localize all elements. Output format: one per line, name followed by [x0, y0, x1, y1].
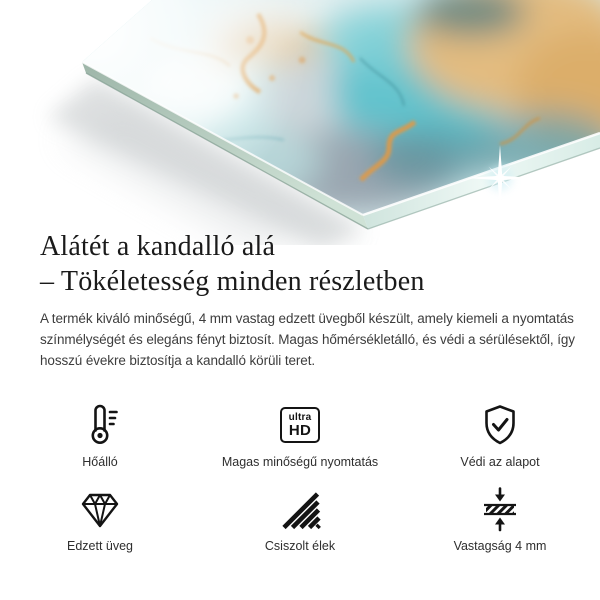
feature-label: Vastagság 4 mm — [453, 539, 547, 553]
description-line: hosszú évekre biztosítja a kandalló körüli teret. — [40, 353, 315, 368]
feature-label: Védi az alapot — [460, 455, 540, 469]
ultra-hd-badge-bottom: HD — [288, 421, 312, 439]
glass-panel-illustration — [0, 0, 600, 245]
diamond-icon — [77, 486, 123, 532]
ultra-hd-badge-top: ultra — [288, 411, 312, 423]
thickness-icon — [477, 486, 523, 532]
description-line: A termék kiváló minőségű, 4 mm vastag edzett üvegből készült, amely kiemeli a nyomtatás — [40, 311, 574, 326]
feature-tempered-glass — [0, 486, 200, 554]
feature-ultra-hd-print — [200, 402, 400, 470]
page-title-line2: – Tökéletesség minden részletben — [40, 266, 425, 297]
feature-polished-edges — [200, 486, 400, 554]
description-line: színmélységét és elegáns fényt biztosít. Magas hőmérsékletálló, és védi a sérülésektől, így — [40, 332, 575, 347]
features-grid — [0, 402, 600, 554]
feature-protects-base — [400, 402, 600, 470]
feature-label: Csiszolt élek — [264, 539, 336, 553]
feature-label: Magas minőségű nyomtatás — [221, 455, 379, 469]
shield-check-icon — [477, 402, 523, 448]
feature-label: Edzett üveg — [66, 539, 133, 553]
product-description — [40, 308, 575, 371]
feature-label: Hőálló — [82, 455, 118, 469]
feature-thickness-4mm — [400, 486, 600, 554]
polished-edges-icon — [277, 486, 323, 532]
ultra-hd-icon — [280, 402, 320, 448]
feature-heat-resistant — [0, 402, 200, 470]
page-title-line1: Alátét a kandalló alá — [40, 231, 276, 262]
page-title — [40, 229, 425, 299]
thermometer-icon — [77, 402, 123, 448]
product-image — [0, 0, 600, 245]
